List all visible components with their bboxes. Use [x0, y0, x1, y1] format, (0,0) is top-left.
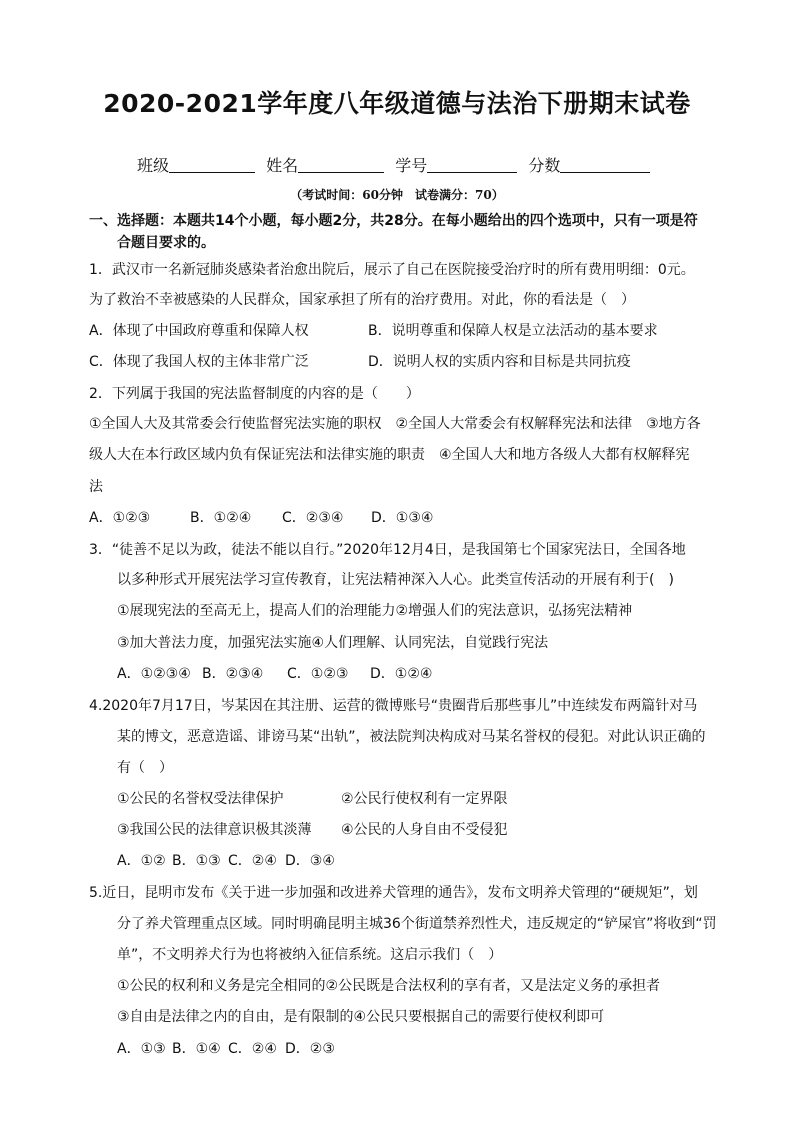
q4-option-a: A．①②	[117, 853, 166, 869]
q5-stem-line1: 5.近日，昆明市发布《关于进一步加强和改进养犬管理的通告》，发布文明养犬管理的“硬规矩”，划	[89, 885, 698, 901]
q2-option-c: C．②③④	[282, 510, 344, 526]
q2-stem-line1: 2．下列属于我国的宪法监督制度的内容的是（ ）	[89, 386, 420, 402]
q5-option-b: B．①④	[172, 1041, 221, 1057]
q1-stem-line2: 为了救治不幸被感染的人民群众，国家承担了所有的治疗费用。对此，你的看法是（ ）	[89, 292, 635, 308]
q4-statement-4: ④公民的人身自由不受侵犯	[341, 822, 508, 838]
q2-stem-line3: 级人大在本行政区域内负有保证宪法和法律实施的职责 ④全国人大和地方各级人大都有权解释宪	[89, 447, 690, 463]
q4-statement-3: ③我国公民的法律意识极其淡薄	[117, 822, 312, 838]
q1-option-b: B．说明尊重和保障人权是立法活动的基本要求	[368, 323, 658, 339]
q1-option-c: C．体现了我国人权的主体非常广泛	[89, 354, 309, 370]
q4-stem-line3: 有（ ）	[117, 760, 173, 776]
q5-option-a: A．①③	[117, 1041, 166, 1057]
exam-note: （考试时间：60分钟 试卷满分：70）	[290, 188, 504, 202]
section-heading-line2: 合题目要求的。	[117, 235, 215, 251]
q2-option-b: B．①②④	[190, 510, 252, 526]
q3-stem-line1: 3．“徒善不足以为政，徒法不能以自行。”2020年12月4日，是我国第七个国家宪法日，全国各地	[89, 542, 686, 558]
q3-option-d: D．①②④	[370, 666, 433, 682]
class-blank	[169, 156, 255, 173]
q4-stem-line1: 4.2020年7月17日，岑某因在其注册、运营的微博账号“贵圈背后那些事儿”中连续发布两篇针对马	[89, 698, 698, 714]
exam-title: 2020-2021学年度八年级道德与法治下册期末试卷	[103, 89, 691, 118]
q2-stem-line2: ①全国人大及其常委会行使监督宪法实施的职权 ②全国人大常委会有权解释宪法和法律 ③地方各	[89, 416, 701, 432]
q5-option-d: D．②③	[285, 1041, 335, 1057]
q5-statement-line2: ③自由是法律之内的自由，是有限制的④公民只要根据自己的需要行使权利即可	[117, 1009, 605, 1025]
class-label: 班级	[137, 156, 170, 175]
id-blank	[427, 156, 517, 173]
q5-statement-line1: ①公民的权利和义务是完全相同的②公民既是合法权利的享有者，又是法定义务的承担者	[117, 978, 661, 994]
section-heading-line1: 一、选择题：本题共14个小题，每小题2分，共28分。在每小题给出的四个选项中，只有一项是符	[89, 213, 698, 229]
name-label: 姓名	[266, 156, 299, 175]
q1-option-d: D．说明人权的实质内容和目标是共同抗疫	[368, 354, 631, 370]
q4-stem-line2: 某的博文，恶意造谣、诽谤马某“出轨”，被法院判决构成对马某名誉权的侵犯。对此认识正确的	[117, 729, 706, 745]
q5-stem-line3: 单”，不文明养犬行为也将被纳入征信系统。这启示我们（ ）	[117, 947, 503, 963]
q3-statement-line1: ①展现宪法的至高无上，提高人们的治理能力②增强人们的宪法意识，弘扬宪法精神	[117, 603, 633, 619]
name-blank	[298, 156, 384, 173]
q1-option-a: A．体现了中国政府尊重和保障人权	[89, 323, 309, 339]
q4-statement-1: ①公民的名誉权受法律保护	[117, 791, 284, 807]
q4-statement-2: ②公民行使权利有一定界限	[341, 791, 508, 807]
q3-statement-line2: ③加大普法力度，加强宪法实施④人们理解、认同宪法，自觉践行宪法	[117, 635, 549, 651]
q5-option-c: C．②④	[228, 1041, 277, 1057]
id-label: 学号	[395, 156, 428, 175]
q3-option-a: A．①②③④	[117, 666, 191, 682]
q5-stem-line2: 分了养犬管理重点区域。同时明确昆明主城36个街道禁养烈性犬，违反规定的“铲屎官”将收到“罚	[117, 916, 717, 932]
q4-option-b: B．①③	[172, 853, 221, 869]
q2-option-d: D．①③④	[371, 510, 434, 526]
q4-option-d: D．③④	[285, 853, 335, 869]
q2-option-a: A．①②③	[89, 510, 151, 526]
score-blank	[560, 156, 650, 173]
q3-option-c: C．①②③	[287, 666, 349, 682]
q3-stem-line2: 以多种形式开展宪法学习宣传教育，让宪法精神深入人心。此类宣传活动的开展有利于( )	[117, 572, 674, 588]
q3-option-b: B．②③④	[202, 666, 264, 682]
score-label: 分数	[528, 156, 561, 175]
q4-option-c: C．②④	[228, 853, 277, 869]
student-info-row	[137, 153, 650, 176]
q1-stem-line1: 1．武汉市一名新冠肺炎感染者治愈出院后，展示了自己在医院接受治疗时的所有费用明细：0元。	[89, 262, 695, 278]
q2-stem-line4: 法	[89, 479, 103, 495]
